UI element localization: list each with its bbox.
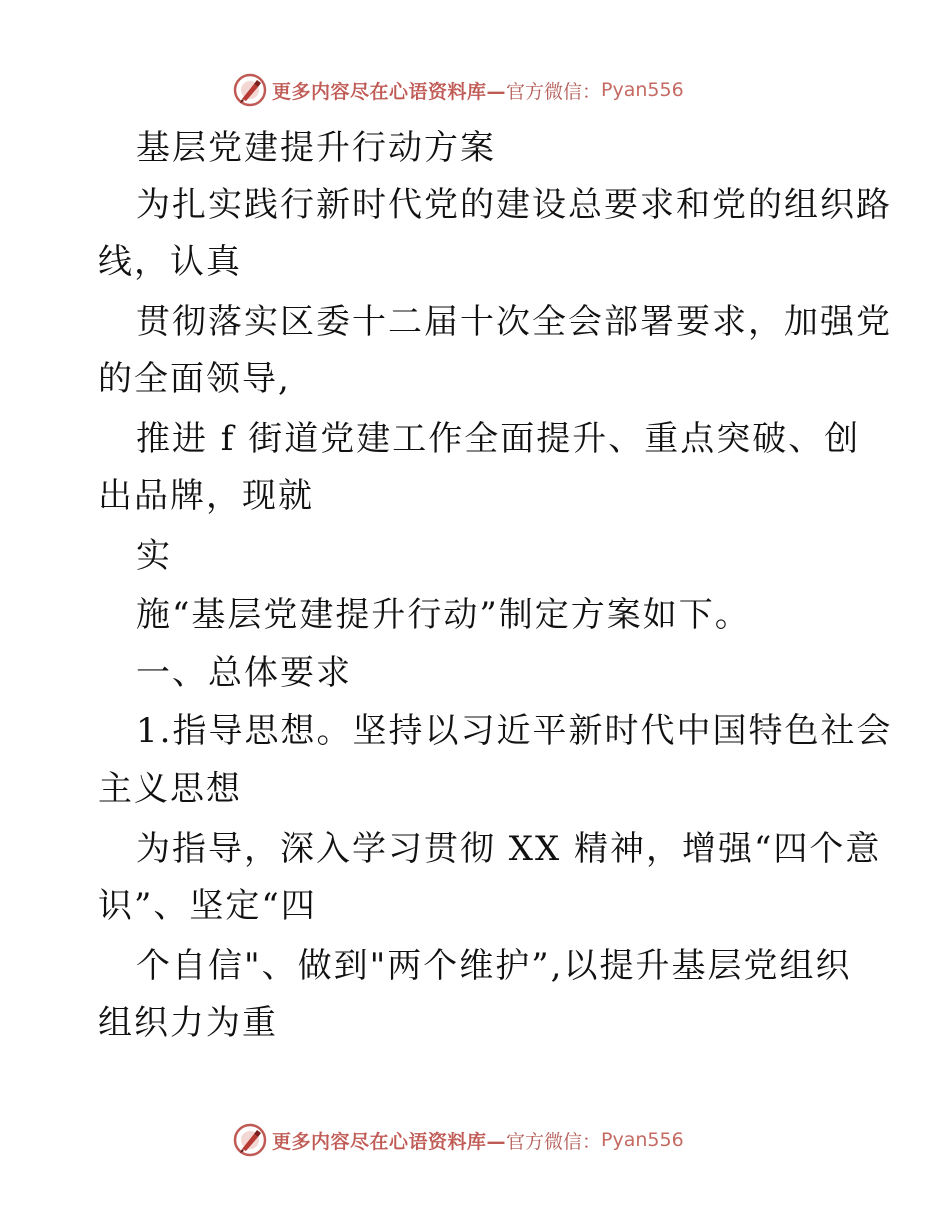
paragraph-line: 的全面领导, bbox=[98, 359, 291, 399]
paragraph-line: 1.指导思想。坚持以习近平新时代中国特色社会 bbox=[136, 711, 893, 751]
watermark-wechat-id: Pyan556 bbox=[601, 79, 684, 101]
paragraph-line: 主义思想 bbox=[98, 769, 242, 809]
watermark-site-text: 更多内容尽在心语资料库— bbox=[272, 1130, 507, 1153]
paragraph-line: 识”、坚定“四 bbox=[98, 886, 317, 926]
paragraph-line: 为扎实践行新时代党的建设总要求和党的组织路 bbox=[136, 185, 892, 225]
document-title: 基层党建提升行动方案 bbox=[136, 128, 496, 168]
paragraph-line: 组织力为重 bbox=[98, 1003, 278, 1043]
watermark-site-text: 更多内容尽在心语资料库— bbox=[272, 80, 507, 103]
header-watermark-banner bbox=[232, 70, 684, 110]
paragraph-line: 个自信"、做到"两个维护”,以提升基层党组织 bbox=[136, 946, 852, 986]
pen-logo-icon bbox=[232, 72, 268, 108]
footer-watermark-banner bbox=[232, 1120, 684, 1160]
paragraph-line: 贯彻落实区委十二届十次全会部署要求，加强党 bbox=[136, 302, 892, 342]
watermark-wechat-label: 官方微信： bbox=[506, 1130, 602, 1153]
paragraph-line: 实 bbox=[136, 536, 172, 576]
pen-logo-icon bbox=[232, 1122, 268, 1158]
section-heading: 一、总体要求 bbox=[136, 653, 352, 693]
paragraph-line: 为指导，深入学习贯彻 XX 精神，增强“四个意 bbox=[136, 829, 882, 869]
watermark-wechat-id: Pyan556 bbox=[601, 1129, 684, 1151]
paragraph-line: 出品牌，现就 bbox=[98, 476, 314, 516]
watermark-wechat-label: 官方微信： bbox=[506, 80, 602, 103]
paragraph-line: 施“基层党建提升行动”制定方案如下。 bbox=[136, 595, 751, 635]
paragraph-line: 线，认真 bbox=[98, 242, 242, 282]
paragraph-line: 推进 f 街道党建工作全面提升、重点突破、创 bbox=[136, 419, 861, 459]
